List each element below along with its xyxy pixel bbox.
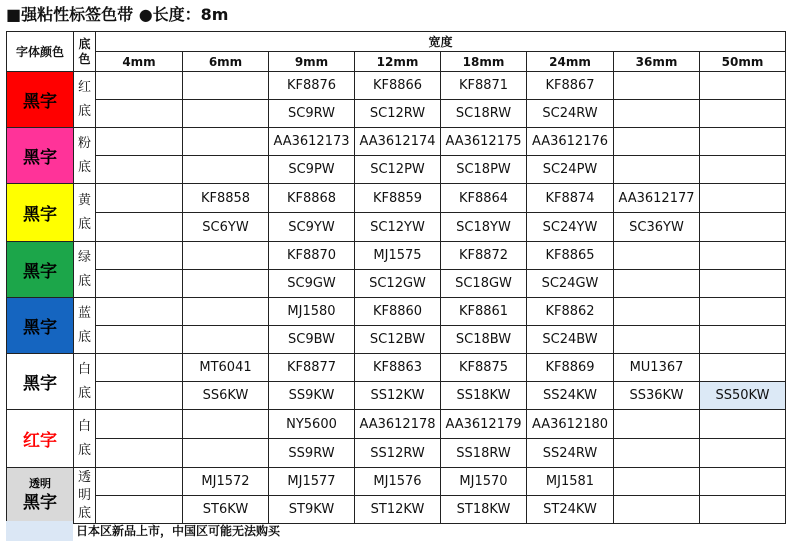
model-number-cell: SS50KW <box>700 382 786 410</box>
model-number-cell: SC18PW <box>441 156 527 184</box>
product-code-cell: KF8863 <box>355 354 441 382</box>
product-code-cell: AA3612173 <box>269 128 355 156</box>
bg-color-label-line: 底 <box>77 385 91 401</box>
product-code-cell: AA3612177 <box>614 184 700 213</box>
model-number-cell <box>183 156 269 184</box>
model-number-cell: SS9KW <box>269 382 355 410</box>
model-number-cell: SC9GW <box>269 270 355 298</box>
product-code-cell <box>96 468 183 496</box>
model-number-cell <box>183 326 269 354</box>
product-code-cell <box>96 298 183 326</box>
bg-color-label-line: 底 <box>77 505 91 521</box>
model-number-cell <box>700 100 786 128</box>
swatch-label: 红字 <box>23 431 57 451</box>
product-code-cell: KF8875 <box>441 354 527 382</box>
model-number-cell <box>700 213 786 242</box>
footnote: 日本区新品上市，中国区可能无法购买 <box>76 524 281 538</box>
product-code-cell: KF8865 <box>527 242 614 270</box>
product-code-cell: KF8860 <box>355 298 441 326</box>
table-row <box>7 156 786 184</box>
product-code-cell: AA3612174 <box>355 128 441 156</box>
model-number-cell <box>614 100 700 128</box>
model-number-cell <box>183 439 269 468</box>
model-number-cell: SS18KW <box>441 382 527 410</box>
product-code-cell <box>614 242 700 270</box>
product-code-cell <box>183 410 269 439</box>
model-number-cell: SC24YW <box>527 213 614 242</box>
product-code-cell: KF8868 <box>269 184 355 213</box>
font-color-swatch <box>7 184 74 242</box>
table-row <box>7 439 786 468</box>
product-code-cell <box>700 468 786 496</box>
bg-color-label-line: 粉 <box>77 135 91 151</box>
product-code-cell: AA3612178 <box>355 410 441 439</box>
swatch-label: 黑字 <box>23 148 57 168</box>
model-number-cell: SC18RW <box>441 100 527 128</box>
bg-color-label <box>74 184 96 242</box>
model-number-cell <box>183 100 269 128</box>
model-number-cell: SC18GW <box>441 270 527 298</box>
model-number-cell: SS12RW <box>355 439 441 468</box>
model-number-cell: ST9KW <box>269 496 355 524</box>
product-code-cell <box>614 298 700 326</box>
product-code-cell <box>96 354 183 382</box>
model-number-cell: SC18BW <box>441 326 527 354</box>
product-code-cell: KF8871 <box>441 72 527 100</box>
model-number-cell: SC12PW <box>355 156 441 184</box>
product-code-cell: KF8862 <box>527 298 614 326</box>
product-code-cell <box>183 298 269 326</box>
bg-color-label-line: 底 <box>77 216 91 232</box>
product-code-cell: MJ1576 <box>355 468 441 496</box>
bg-color-header-line1: 底 <box>78 36 91 51</box>
model-number-cell <box>700 439 786 468</box>
product-code-cell <box>614 128 700 156</box>
model-number-cell <box>614 156 700 184</box>
table-row <box>7 354 786 382</box>
swatch-label: 黑字 <box>23 205 57 225</box>
bg-color-label <box>74 128 96 184</box>
model-number-cell: ST24KW <box>527 496 614 524</box>
bg-color-label-line: 蓝 <box>77 305 91 321</box>
product-code-cell: KF8859 <box>355 184 441 213</box>
font-color-swatch <box>7 72 74 128</box>
product-code-cell <box>614 72 700 100</box>
bg-color-label-line: 底 <box>77 103 91 119</box>
footnote-highlight-box <box>6 521 73 541</box>
model-number-cell <box>96 439 183 468</box>
bg-color-label <box>74 354 96 410</box>
width-header-cell: 4mm <box>96 52 183 72</box>
model-number-cell: SC12BW <box>355 326 441 354</box>
font-color-swatch <box>7 468 74 524</box>
font-color-header: 字体颜色 <box>7 32 74 72</box>
product-code-cell: KF8861 <box>441 298 527 326</box>
product-code-cell <box>183 128 269 156</box>
width-header-cell: 9mm <box>269 52 355 72</box>
product-code-cell <box>96 128 183 156</box>
product-code-cell <box>700 242 786 270</box>
width-header: 宽度 <box>96 32 786 52</box>
model-number-cell: SC9RW <box>269 100 355 128</box>
model-number-cell <box>614 439 700 468</box>
model-number-cell <box>183 270 269 298</box>
width-header-cell: 18mm <box>441 52 527 72</box>
font-color-swatch <box>7 298 74 354</box>
bg-color-label <box>74 242 96 298</box>
bg-color-label <box>74 298 96 354</box>
product-code-cell: MT6041 <box>183 354 269 382</box>
bg-color-header <box>74 32 96 72</box>
model-number-cell: SS24KW <box>527 382 614 410</box>
product-code-cell: KF8877 <box>269 354 355 382</box>
bg-color-label-line: 绿 <box>77 249 91 265</box>
model-number-cell: SC24PW <box>527 156 614 184</box>
bg-color-label-line: 明 <box>77 487 91 503</box>
product-code-cell <box>183 242 269 270</box>
swatch-label: 黑字 <box>23 92 57 112</box>
model-number-cell: SC12GW <box>355 270 441 298</box>
model-number-cell: ST6KW <box>183 496 269 524</box>
product-code-cell: MJ1580 <box>269 298 355 326</box>
model-number-cell: SC6YW <box>183 213 269 242</box>
model-number-cell <box>96 382 183 410</box>
product-code-cell: MJ1575 <box>355 242 441 270</box>
model-number-cell <box>700 270 786 298</box>
model-number-cell: SC9YW <box>269 213 355 242</box>
swatch-label: 黑字 <box>23 374 57 394</box>
model-number-cell: SS9RW <box>269 439 355 468</box>
width-header-cell: 50mm <box>700 52 786 72</box>
product-code-cell: KF8872 <box>441 242 527 270</box>
table-row <box>7 128 786 156</box>
product-code-cell: KF8866 <box>355 72 441 100</box>
model-number-cell: SS36KW <box>614 382 700 410</box>
model-number-cell <box>96 156 183 184</box>
model-number-cell: SC9PW <box>269 156 355 184</box>
product-code-cell: KF8876 <box>269 72 355 100</box>
model-number-cell <box>96 213 183 242</box>
model-number-cell <box>96 496 183 524</box>
model-number-cell: SS12KW <box>355 382 441 410</box>
model-number-cell <box>614 496 700 524</box>
product-code-cell <box>96 184 183 213</box>
bg-color-label-line: 红 <box>77 79 91 95</box>
product-code-cell: AA3612176 <box>527 128 614 156</box>
product-code-cell: AA3612179 <box>441 410 527 439</box>
font-color-swatch <box>7 410 74 468</box>
model-number-cell <box>96 270 183 298</box>
table-row <box>7 213 786 242</box>
table-row <box>7 270 786 298</box>
product-code-cell <box>96 410 183 439</box>
table-row <box>7 72 786 100</box>
product-code-cell <box>700 298 786 326</box>
swatch-label: 黑字 <box>23 318 57 338</box>
bg-color-label-line: 底 <box>77 273 91 289</box>
bg-color-label-line: 底 <box>77 159 91 175</box>
bg-color-label <box>74 410 96 468</box>
product-code-cell: MU1367 <box>614 354 700 382</box>
model-number-cell: SS6KW <box>183 382 269 410</box>
product-code-cell: NY5600 <box>269 410 355 439</box>
swatch-label: 黑字 <box>23 262 57 282</box>
ribbon-spec-table <box>6 31 786 524</box>
table-row <box>7 298 786 326</box>
product-code-cell <box>96 242 183 270</box>
font-color-swatch <box>7 128 74 184</box>
width-header-cell: 6mm <box>183 52 269 72</box>
model-number-cell <box>614 270 700 298</box>
model-number-cell: SC24BW <box>527 326 614 354</box>
product-code-cell: MJ1577 <box>269 468 355 496</box>
product-code-cell: KF8858 <box>183 184 269 213</box>
product-code-cell: KF8864 <box>441 184 527 213</box>
product-code-cell <box>700 72 786 100</box>
table-body <box>7 32 786 524</box>
product-code-cell: KF8870 <box>269 242 355 270</box>
font-color-swatch <box>7 354 74 410</box>
model-number-cell <box>700 496 786 524</box>
product-code-cell: KF8867 <box>527 72 614 100</box>
table-row <box>7 326 786 354</box>
model-number-cell: SC18YW <box>441 213 527 242</box>
bg-color-label-line: 透 <box>77 469 91 485</box>
table-row <box>7 468 786 496</box>
model-number-cell: SC12RW <box>355 100 441 128</box>
header-row-1 <box>7 32 786 52</box>
product-code-cell <box>614 468 700 496</box>
table-row <box>7 496 786 524</box>
product-code-cell: KF8874 <box>527 184 614 213</box>
model-number-cell <box>700 326 786 354</box>
width-header-cell: 24mm <box>527 52 614 72</box>
model-number-cell <box>96 100 183 128</box>
bg-color-label <box>74 468 96 524</box>
swatch-small-label: 透明 <box>29 477 51 490</box>
model-number-cell: SS18RW <box>441 439 527 468</box>
bg-color-label-line: 黄 <box>77 192 91 208</box>
product-code-cell: AA3612175 <box>441 128 527 156</box>
table-row <box>7 410 786 439</box>
product-code-cell <box>614 410 700 439</box>
model-number-cell: ST18KW <box>441 496 527 524</box>
model-number-cell <box>700 156 786 184</box>
model-number-cell: SC12YW <box>355 213 441 242</box>
bg-color-label-line: 底 <box>77 442 91 458</box>
bg-color-label-line: 底 <box>77 329 91 345</box>
model-number-cell: SC9BW <box>269 326 355 354</box>
bg-color-label-line: 白 <box>77 418 91 434</box>
product-code-cell: MJ1572 <box>183 468 269 496</box>
swatch-label: 黑字 <box>23 493 57 513</box>
product-code-cell <box>700 128 786 156</box>
table-row <box>7 100 786 128</box>
model-number-cell <box>614 326 700 354</box>
model-number-cell <box>96 326 183 354</box>
product-code-cell <box>96 72 183 100</box>
width-header-cell: 12mm <box>355 52 441 72</box>
font-color-swatch <box>7 242 74 298</box>
model-number-cell: SS24RW <box>527 439 614 468</box>
product-code-cell <box>183 72 269 100</box>
model-number-cell: SC24RW <box>527 100 614 128</box>
product-code-cell: MJ1581 <box>527 468 614 496</box>
product-code-cell: AA3612180 <box>527 410 614 439</box>
page-title: ■强粘性标签色带 ●长度：8m <box>6 5 229 24</box>
bg-color-label-line: 白 <box>77 361 91 377</box>
product-code-cell: MJ1570 <box>441 468 527 496</box>
table-row <box>7 382 786 410</box>
table-row <box>7 184 786 213</box>
model-number-cell: SC36YW <box>614 213 700 242</box>
product-code-cell <box>700 184 786 213</box>
bg-color-label <box>74 72 96 128</box>
header-row-widths <box>7 52 786 72</box>
width-header-cell: 36mm <box>614 52 700 72</box>
table-row <box>7 242 786 270</box>
product-code-cell <box>700 410 786 439</box>
product-code-cell: KF8869 <box>527 354 614 382</box>
model-number-cell: SC24GW <box>527 270 614 298</box>
product-code-cell <box>700 354 786 382</box>
bg-color-header-line2: 色 <box>78 51 91 66</box>
model-number-cell: ST12KW <box>355 496 441 524</box>
